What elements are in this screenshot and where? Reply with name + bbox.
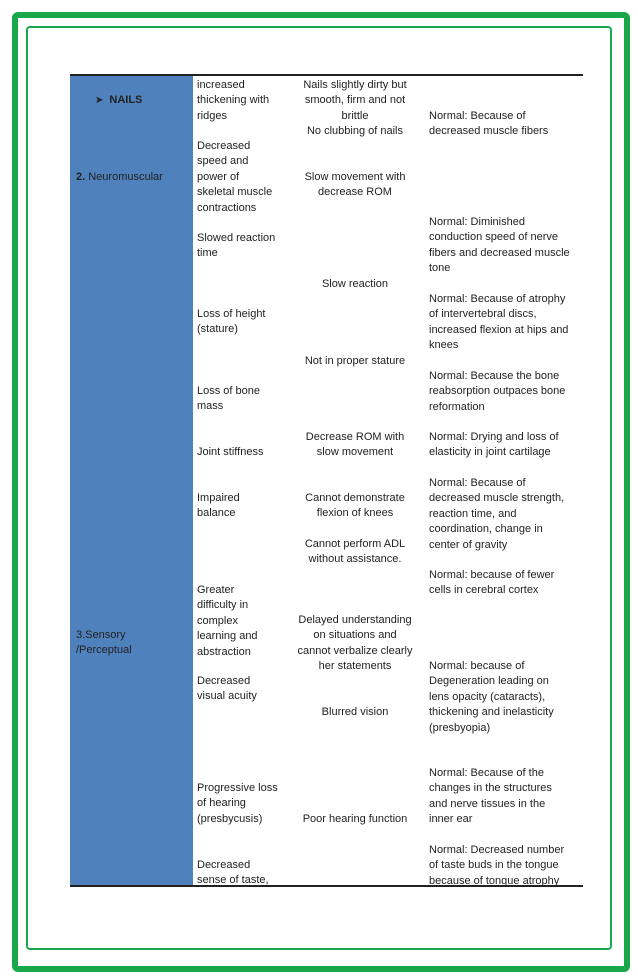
table-top-rule: [70, 74, 583, 76]
table-cell-line: changes in the structures: [429, 782, 552, 795]
table-cell-line: Normal: Because of the: [429, 767, 544, 779]
change-learning: [197, 583, 258, 660]
table-cell-line: on situations and: [313, 629, 397, 642]
table-cell-line: decrease ROM: [318, 186, 392, 199]
table-cell-line: Progressive loss: [197, 782, 278, 794]
table-cell-line: mass: [197, 400, 224, 413]
table-cell-line: cannot verbalize clearly: [297, 644, 413, 657]
category-neuromuscular: [76, 170, 163, 185]
category-column: [70, 76, 193, 886]
table-cell-line: Neuromuscular: [88, 171, 163, 183]
table-cell-line: decreased muscle strength,: [429, 492, 565, 505]
table-cell-line: without assistance.: [308, 553, 402, 566]
table-cell-line: Normal: Diminished: [429, 216, 525, 228]
table-cell-line: 2.: [76, 171, 86, 183]
table-cell-line: /Perceptual: [76, 644, 132, 657]
table-cell-line: Decreased: [197, 140, 251, 152]
finding-joint: [283, 430, 427, 461]
table-cell-line: Cannot perform ADL: [304, 538, 406, 550]
remark-learning: [429, 568, 554, 599]
table-cell-line: time: [197, 247, 218, 260]
table-cell-line: (presbycusis): [197, 812, 263, 825]
table-cell-line: Loss of bone: [197, 385, 260, 397]
table-cell-line: Normal: because of: [429, 660, 525, 672]
table-cell-line: and nerve tissues in the: [429, 797, 546, 810]
table-cell-line: thickening with: [197, 94, 270, 107]
table-cell-line: inner ear: [429, 813, 473, 826]
table-cell-line: reaction time, and: [429, 507, 517, 520]
table-cell-line: Impaired: [197, 492, 240, 504]
table-cell-line: complex: [197, 614, 238, 627]
finding-balance-adl: [283, 537, 427, 568]
change-vision: [197, 674, 257, 705]
table-cell-line: cells in cerebral cortex: [429, 584, 539, 597]
arrow-bullet-icon: ➤: [95, 95, 104, 106]
table-cell-line: Blurred vision: [321, 706, 389, 718]
table-cell-line: Normal: Because of: [429, 110, 526, 122]
table-cell-line: Slowed reaction: [197, 232, 276, 244]
table-cell-line: thickening and inelasticity: [429, 706, 554, 719]
table-cell-line: Delayed understanding: [298, 614, 412, 626]
finding-reaction: [283, 277, 427, 292]
remark-height: [429, 292, 568, 354]
table-cell-line: No clubbing of nails: [306, 125, 403, 138]
finding-balance: [283, 491, 427, 522]
table-cell-line: decreased muscle fibers: [429, 125, 549, 138]
remark-reaction: [429, 215, 570, 277]
table-cell-line: ridges: [197, 109, 227, 122]
table-cell-line: Cannot demonstrate: [305, 492, 405, 504]
table-cell-line: her statements: [318, 660, 392, 673]
table-cell-line: (stature): [197, 323, 238, 336]
table-cell-line: Normal: Decreased number: [429, 844, 565, 856]
table-cell-line: increased flexion at hips and: [429, 323, 569, 336]
table-cell-line: flexion of knees: [316, 507, 394, 520]
table-cell-line: Nails slightly dirty but: [303, 79, 407, 91]
table-cell-line: speed and: [197, 155, 249, 168]
table-cell-line: lens opacity (cataracts),: [429, 690, 546, 703]
table-cell-line: smooth, firm and not: [304, 94, 406, 107]
table-cell-line: power of: [197, 170, 240, 183]
table-cell-line: Normal: Because of: [429, 477, 526, 489]
table-cell-line: Normal: Drying and loss of: [429, 431, 559, 443]
table-cell-line: Decreased: [197, 859, 251, 871]
table-cell-line: contractions: [197, 201, 257, 214]
table-cell-line: Not in proper stature: [304, 355, 406, 367]
change-height: [197, 307, 266, 338]
table-cell-line: reabsorption outpaces bone: [429, 385, 566, 398]
table-cell-line: center of gravity: [429, 538, 508, 551]
table-cell-line: knees: [429, 339, 459, 352]
table-cell-line: Poor hearing function: [302, 813, 408, 825]
table-cell-line: of hearing: [197, 797, 246, 810]
table-cell-line: reformation: [429, 400, 485, 413]
remark-taste: [429, 843, 564, 889]
table-cell-line: sense of taste,: [197, 874, 269, 887]
table-cell-line: Decreased: [197, 675, 251, 687]
table-cell-line: elasticity in joint cartilage: [429, 446, 551, 459]
table-cell-line: abstraction: [197, 645, 251, 658]
table-cell-line: of intervertebral discs,: [429, 308, 537, 321]
table-cell-line: skeletal muscle: [197, 186, 273, 199]
remark-joint: [429, 430, 559, 461]
table-cell-line: Greater: [197, 584, 235, 596]
remark-balance: [429, 476, 564, 553]
change-joint: [197, 445, 263, 460]
table-cell-line: Decrease ROM with: [305, 431, 405, 443]
table-cell-line: balance: [197, 507, 236, 520]
finding-learning: [283, 613, 427, 675]
table-cell-line: of taste buds in the tongue: [429, 859, 559, 872]
change-nails: [197, 78, 269, 124]
table-cell-line: Joint stiffness: [197, 446, 264, 458]
change-hearing: [197, 781, 278, 827]
category-nails: [95, 93, 142, 108]
remark-vision: [429, 659, 554, 736]
finding-muscle: [283, 170, 427, 201]
table-cell-line: conduction speed of nerve: [429, 231, 559, 244]
change-muscle: [197, 139, 272, 216]
change-bone: [197, 384, 260, 415]
table-cell-line: Slow reaction: [321, 278, 389, 290]
table-cell-line: visual acuity: [197, 690, 257, 703]
remark-bone: [429, 369, 565, 415]
remark-nails: [429, 109, 548, 140]
table-cell-line: Loss of height: [197, 308, 266, 320]
finding-hearing: [283, 812, 427, 827]
table-cell-line: Normal: Because the bone: [429, 370, 560, 382]
finding-nails: [283, 78, 427, 140]
table-cell-line: Slow movement with: [304, 171, 406, 183]
change-taste: [197, 858, 269, 889]
remark-hearing: [429, 766, 552, 828]
table-cell-line: brittle: [341, 109, 369, 122]
table-cell-line: Normal: because of fewer: [429, 569, 555, 581]
table-cell-line: 3.Sensory: [76, 629, 126, 641]
table-cell-line: increased: [197, 79, 245, 91]
table-cell-line: slow movement: [316, 446, 394, 459]
table-cell-line: tone: [429, 262, 451, 275]
finding-vision: [283, 705, 427, 720]
table-cell-line: NAILS: [109, 94, 143, 106]
table-cell-line: fibers and decreased muscle: [429, 246, 570, 259]
change-reaction: [197, 231, 275, 262]
table-cell-line: coordination, change in: [429, 523, 543, 536]
change-balance: [197, 491, 240, 522]
table-cell-line: Normal: Because of atrophy: [429, 293, 566, 305]
table-cell-line: learning and: [197, 630, 258, 643]
finding-height: [283, 354, 427, 369]
table-cell-line: (presbyopia): [429, 721, 491, 734]
table-cell-line: because of tongue atrophy: [429, 874, 560, 887]
category-sensory: [76, 628, 132, 659]
table-cell-line: difficulty in: [197, 599, 249, 612]
table-cell-line: Degeneration leading on: [429, 675, 549, 688]
